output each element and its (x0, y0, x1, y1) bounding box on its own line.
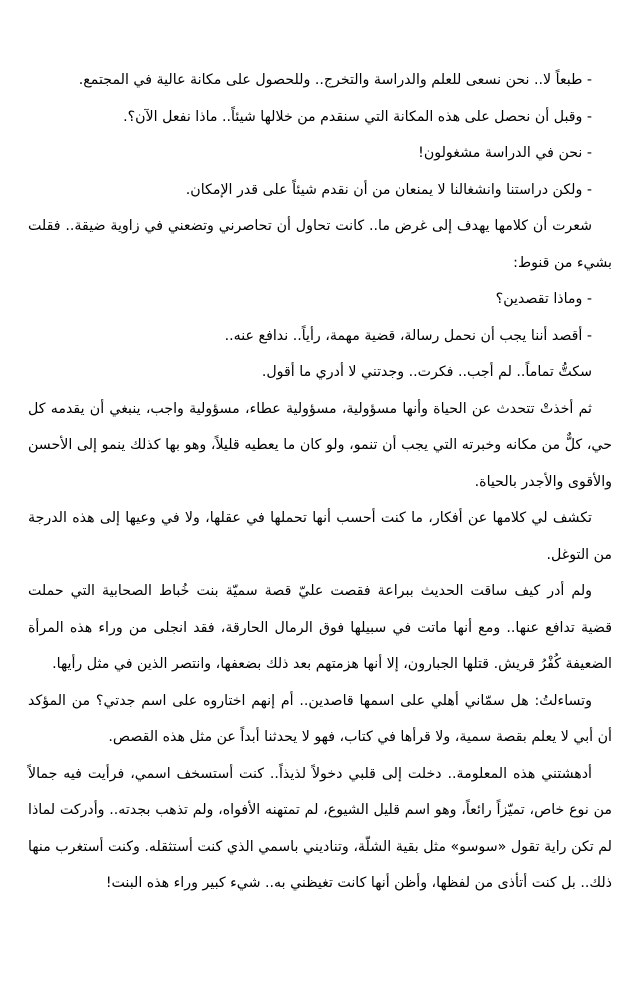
paragraph-2: - وقبل أن نحصل على هذه المكانة التي سنقدم من خلالها شيئاً.. ماذا نفعل الآن؟. (123, 108, 592, 125)
paragraph-9: ثم أخذتْ تتحدث عن الحياة وأنها مسؤولية، مسؤولية عطاء، مسؤولية واجب، ينبغي أن يقدمه كل حي، كلٌّ من مكانه وخبرته التي يجب أن تنمو، ولو كان ما يعطيه قليلاً، وهو بها كذلك ينمو إلى الأحسن والأقوى والأجدر بالحياة. (28, 400, 612, 490)
paragraph-3: - نحن في الدراسة مشغولون! (418, 145, 592, 161)
paragraph-4: - ولكن دراستنا وانشغالنا لا يمنعان من أن نقدم شيئاً على قدر الإمكان. (185, 181, 592, 198)
paragraph-5: شعرت أن كلامها يهدف إلى غرض ما.. كانت تحاول أن تحاصرني وتضعني في زاوية ضيقة.. فقلت بشيء من قنوط: (28, 218, 612, 271)
paragraph-12: وتساءلتُ: هل سمّاني أهلي على اسمها قاصدين.. أم إنهم اختاروه على اسم جدتي؟ من المؤكد أن أبي لا يعلم بقصة سمية، ولا قرأها في كتاب، فهو لا يحدثنا أبداً عن مثل هذه القصص. (28, 692, 612, 745)
paragraph-1: - طبعاً لا.. نحن نسعى للعلم والدراسة والتخرج.. وللحصول على مكانة عالية في المجتمع. (78, 72, 592, 88)
paragraph-10: تكشف لي كلامها عن أفكار، ما كنت أحسب أنها تحملها في عقلها، ولا في وعيها إلى هذه الدرجة من التوغل. (28, 510, 612, 563)
paragraph-6: - وماذا تقصدين؟ (495, 291, 592, 307)
paragraph-13: أدهشتني هذه المعلومة.. دخلت إلى قلبي دخولاً لذيذاً.. كنت أستسخف اسمي، فرأيت فيه جمالاً من نوع خاص، تميّزاً رائعاً، وهو اسم قليل الشيوع، لم تمتهنه الأفواه، ولم تذهب بجدته.. وأدركت لماذا لم تكن راية تقول «سوسو» مثل بقية الشلّة، وتناديني باسمي الذي كنت أستثقله. وكنت أستغرب منها ذلك.. بل كنت أتأذى من لفظها، وأظن أنها كانت تغيظني به.. شيء كبير وراء هذه البنت! (28, 765, 612, 891)
paragraph-8: سكتُّ تماماً.. لم أجب.. فكرت.. وجدتني لا أدري ما أقول. (261, 364, 592, 380)
paragraph-7: - أقصد أننا يجب أن نحمل رسالة، قضية مهمة، رأياً.. ندافع عنه.. (224, 327, 592, 344)
paragraph-11: ولم أدر كيف ساقت الحديث ببراعة فقصت عليّ قصة سميّة بنت خُباط الصحابية التي حملت قضية تدافع عنها.. ومع أنها ماتت في سبيلها فوق الرمال الحارقة، فقد انجلى من وراء هذه المرأة الضعيفة كُفْرُ قريش. قتلها الجبارون، إلا أنها هزمتهم بعد ذلك بضعفها، وانتصر الذين في مثل رأيها. (28, 583, 612, 672)
